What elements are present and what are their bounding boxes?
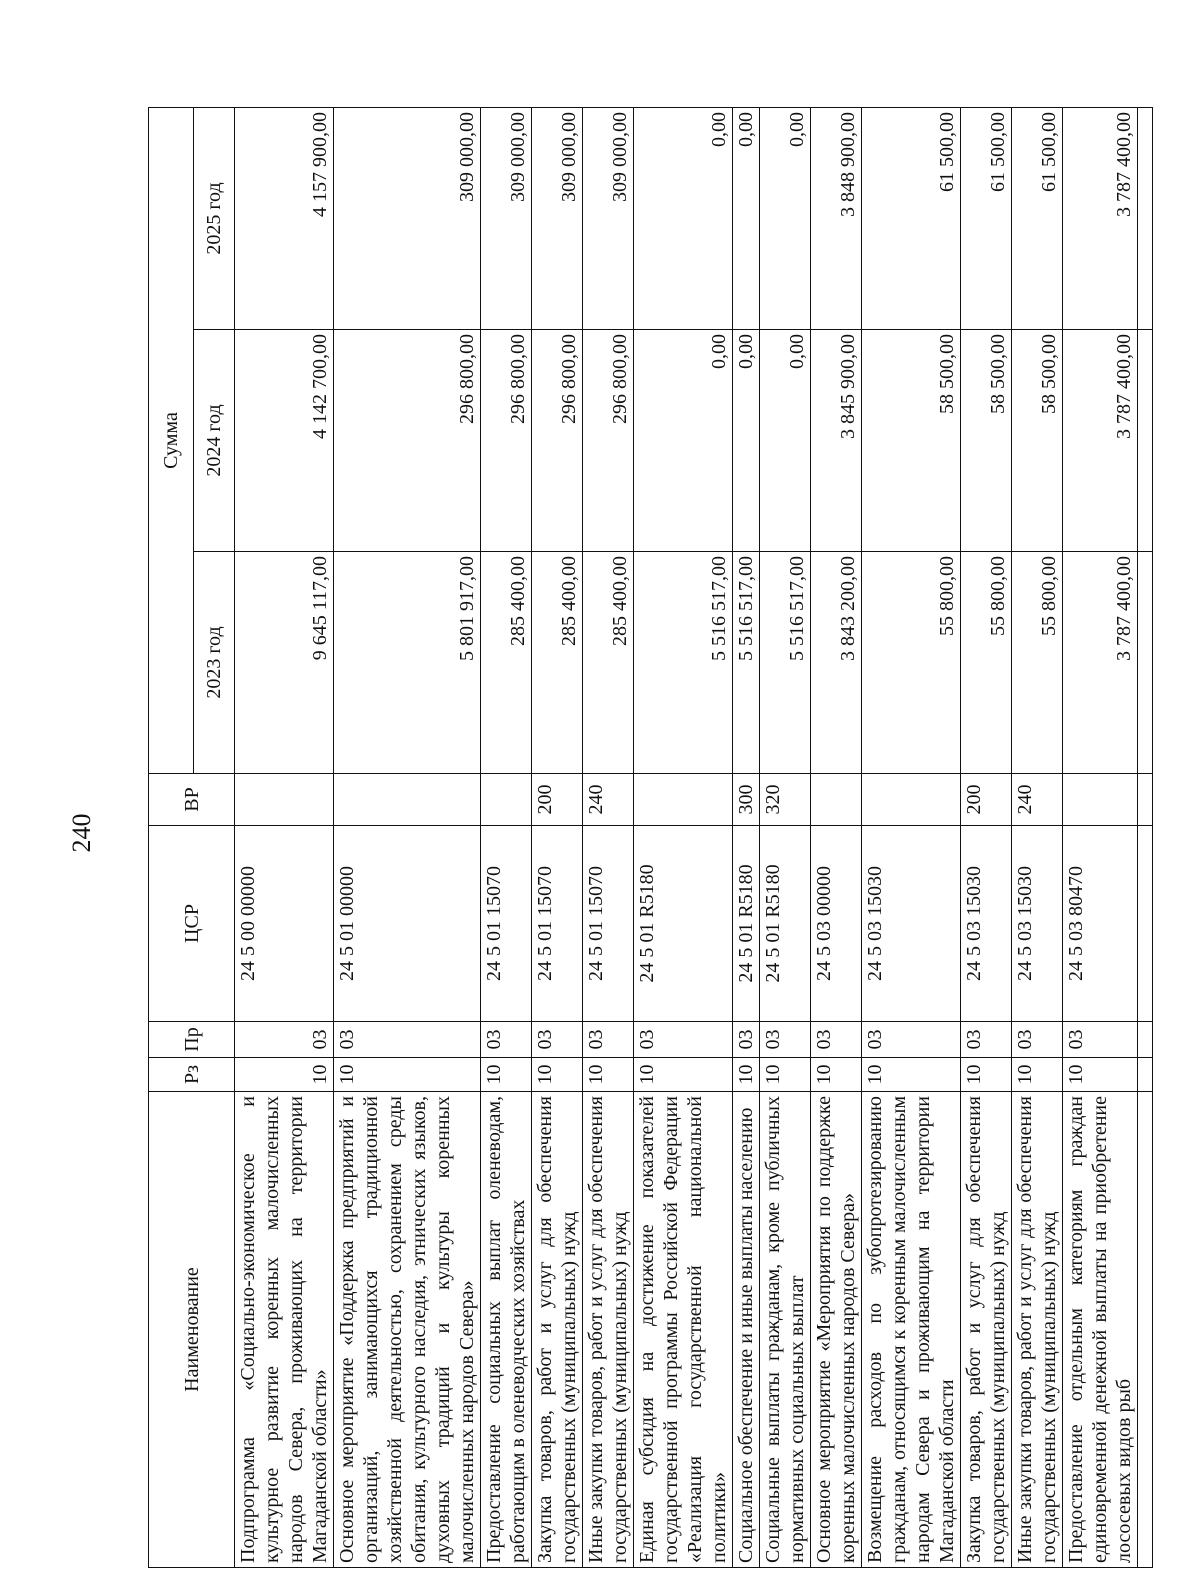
row-2025: 309 000,00 <box>334 107 481 329</box>
row-vr <box>235 774 334 826</box>
page-number: 240 <box>67 813 96 853</box>
row-csr: 24 5 00 00000 <box>235 826 334 1022</box>
row-2024: 58 500,00 <box>862 330 961 552</box>
budget-row <box>961 107 1012 1567</box>
row-pr: 03 <box>760 1022 811 1058</box>
row-2023: 55 800,00 <box>1012 552 1063 774</box>
row-2025: 4 157 900,00 <box>235 107 334 329</box>
row-2023: 3 787 400,00 <box>1063 552 1138 774</box>
row-vr: 240 <box>583 774 634 826</box>
row-2023: 285 400,00 <box>532 552 583 774</box>
row-csr: 24 5 01 00000 <box>334 826 481 1022</box>
row-pr: 03 <box>1063 1022 1138 1058</box>
row-name: Закупка товаров, работ и услуг для обеспечения государственных (муниципальных) нужд <box>961 1092 1012 1568</box>
row-vr <box>481 774 532 826</box>
row-2023: 55 800,00 <box>862 552 961 774</box>
budget-table <box>148 107 1153 1568</box>
row-name: Социальное обеспечение и иные выплаты населению <box>733 1092 760 1568</box>
row-2025: 61 500,00 <box>862 107 961 329</box>
row-2025: 61 500,00 <box>1012 107 1063 329</box>
row-2023: 285 400,00 <box>481 552 532 774</box>
row-rz: 10 <box>1012 1058 1063 1092</box>
row-name: Социальные выплаты гражданам, кроме публичных нормативных социальных выплат <box>760 1092 811 1568</box>
col-header-2023: 2023 год <box>194 552 235 774</box>
row-rz: 10 <box>583 1058 634 1092</box>
budget-table-body <box>235 107 1153 1567</box>
budget-row <box>583 107 634 1567</box>
row-vr <box>334 774 481 826</box>
row-2024: 58 500,00 <box>1012 330 1063 552</box>
row-name: Иные закупки товаров, работ и услуг для обеспечения государственных (муниципальных) нужд <box>1012 1092 1063 1568</box>
row-vr: 200 <box>961 774 1012 826</box>
row-pr: 03 <box>961 1022 1012 1058</box>
row-rz: 10 <box>862 1058 961 1092</box>
row-2025: 309 000,00 <box>481 107 532 329</box>
row-2025: 61 500,00 <box>961 107 1012 329</box>
row-2023: 5 801 917,00 <box>334 552 481 774</box>
row-2023: 5 516 517,00 <box>760 552 811 774</box>
row-name: Основное мероприятие «Мероприятия по поддержке коренных малочисленных народов Севера» <box>811 1092 862 1568</box>
row-2024: 0,00 <box>733 330 760 552</box>
row-pr: 03 <box>733 1022 760 1058</box>
row-vr: 300 <box>733 774 760 826</box>
row-pr: 03 <box>1012 1022 1063 1058</box>
row-name: Предоставление отдельным категориям граждан единовременной денежной выплаты на приобретение лососевых видов рыб <box>1063 1092 1138 1568</box>
row-2024: 0,00 <box>634 330 733 552</box>
row-2023: 5 516 517,00 <box>634 552 733 774</box>
row-2023: 285 400,00 <box>583 552 634 774</box>
row-vr <box>1063 774 1138 826</box>
row-pr: 03 <box>811 1022 862 1058</box>
row-name: Иные закупки товаров, работ и услуг для обеспечения государственных (муниципальных) нужд <box>583 1092 634 1568</box>
row-2024: 3 787 400,00 <box>1063 330 1138 552</box>
col-header-2025: 2025 год <box>194 107 235 329</box>
row-name: Возмещение расходов по зубопротезированию гражданам, относящимся к коренным малочисленным народам Севера и проживающим на территории Магаданской области <box>862 1092 961 1568</box>
row-rz: 10 <box>961 1058 1012 1092</box>
col-header-sum: Сумма <box>149 107 194 773</box>
col-header-rz: Рз <box>149 1058 235 1092</box>
row-2025: 309 000,00 <box>583 107 634 329</box>
budget-row <box>235 107 334 1567</box>
row-rz: 10 <box>235 1058 334 1092</box>
row-2024: 296 800,00 <box>532 330 583 552</box>
budget-row <box>481 107 532 1567</box>
row-rz: 10 <box>760 1058 811 1092</box>
row-csr: 24 5 01 15070 <box>532 826 583 1022</box>
row-rz: 10 <box>532 1058 583 1092</box>
budget-row <box>760 107 811 1567</box>
row-2024: 3 845 900,00 <box>811 330 862 552</box>
row-csr: 24 5 01 R5180 <box>634 826 733 1022</box>
row-vr <box>862 774 961 826</box>
row-name: Основное мероприятие «Поддержка предприятий и организаций, занимающихся традиционной хозяйственной деятельностью, сохранением среды обитания, культурного наследия, этнических языков, духовных традиций и культуры коренных малочисленных народов Севера» <box>334 1092 481 1568</box>
row-csr: 24 5 01 15070 <box>481 826 532 1022</box>
row-rz: 10 <box>634 1058 733 1092</box>
row-2024: 0,00 <box>760 330 811 552</box>
row-pr: 03 <box>532 1022 583 1058</box>
row-rz: 10 <box>811 1058 862 1092</box>
row-vr: 200 <box>532 774 583 826</box>
budget-row <box>634 107 733 1567</box>
row-2023: 3 843 200,00 <box>811 552 862 774</box>
row-rz: 10 <box>334 1058 481 1092</box>
row-name: Единая субсидия на достижение показателей государственной программы Российской Федерации «Реализация государственной национальной политики» <box>634 1092 733 1568</box>
row-2025: 0,00 <box>634 107 733 329</box>
row-pr: 03 <box>583 1022 634 1058</box>
row-2025: 309 000,00 <box>532 107 583 329</box>
row-pr: 03 <box>481 1022 532 1058</box>
row-csr: 24 5 01 R5180 <box>760 826 811 1022</box>
row-2025: 3 787 400,00 <box>1063 107 1138 329</box>
row-2023: 9 645 117,00 <box>235 552 334 774</box>
row-2024: 296 800,00 <box>583 330 634 552</box>
row-vr <box>811 774 862 826</box>
row-vr <box>634 774 733 826</box>
row-pr: 03 <box>862 1022 961 1058</box>
rotated-budget-table-page <box>148 108 1135 1568</box>
row-rz: 10 <box>1063 1058 1138 1092</box>
row-csr: 24 5 03 80470 <box>1063 826 1138 1022</box>
row-vr: 320 <box>760 774 811 826</box>
row-2025: 0,00 <box>760 107 811 329</box>
row-name: Предоставление социальных выплат оленеводам, работающим в оленеводческих хозяйствах <box>481 1092 532 1568</box>
row-2024: 296 800,00 <box>334 330 481 552</box>
budget-row <box>1012 107 1063 1567</box>
row-csr: 24 5 03 00000 <box>811 826 862 1022</box>
row-csr: 24 5 01 15070 <box>583 826 634 1022</box>
col-header-name: Наименование <box>149 1092 235 1568</box>
table-continuation-row <box>1138 107 1153 1567</box>
row-pr: 03 <box>235 1022 334 1058</box>
budget-row <box>1063 107 1138 1567</box>
row-csr: 24 5 01 R5180 <box>733 826 760 1022</box>
row-2023: 55 800,00 <box>961 552 1012 774</box>
row-2023: 5 516 517,00 <box>733 552 760 774</box>
row-pr: 03 <box>334 1022 481 1058</box>
budget-row <box>811 107 862 1567</box>
row-2025: 0,00 <box>733 107 760 329</box>
col-header-pr: Пр <box>149 1022 235 1058</box>
row-2024: 296 800,00 <box>481 330 532 552</box>
row-2024: 58 500,00 <box>961 330 1012 552</box>
row-2025: 3 848 900,00 <box>811 107 862 329</box>
row-csr: 24 5 03 15030 <box>1012 826 1063 1022</box>
budget-row <box>532 107 583 1567</box>
budget-row <box>862 107 961 1567</box>
row-name: Закупка товаров, работ и услуг для обеспечения государственных (муниципальных) нужд <box>532 1092 583 1568</box>
col-header-vr: ВР <box>149 774 235 826</box>
row-csr: 24 5 03 15030 <box>961 826 1012 1022</box>
row-rz: 10 <box>733 1058 760 1092</box>
header-row-1 <box>149 107 194 1567</box>
col-header-2024: 2024 год <box>194 330 235 552</box>
row-2024: 4 142 700,00 <box>235 330 334 552</box>
row-vr: 240 <box>1012 774 1063 826</box>
col-header-csr: ЦСР <box>149 826 235 1022</box>
row-rz: 10 <box>481 1058 532 1092</box>
row-name: Подпрограмма «Социально-экономическое и культурное развитие коренных малочисленных народов Севера, проживающих на территории Магаданской области» <box>235 1092 334 1568</box>
budget-row <box>334 107 481 1567</box>
budget-row <box>733 107 760 1567</box>
row-csr: 24 5 03 15030 <box>862 826 961 1022</box>
row-pr: 03 <box>634 1022 733 1058</box>
